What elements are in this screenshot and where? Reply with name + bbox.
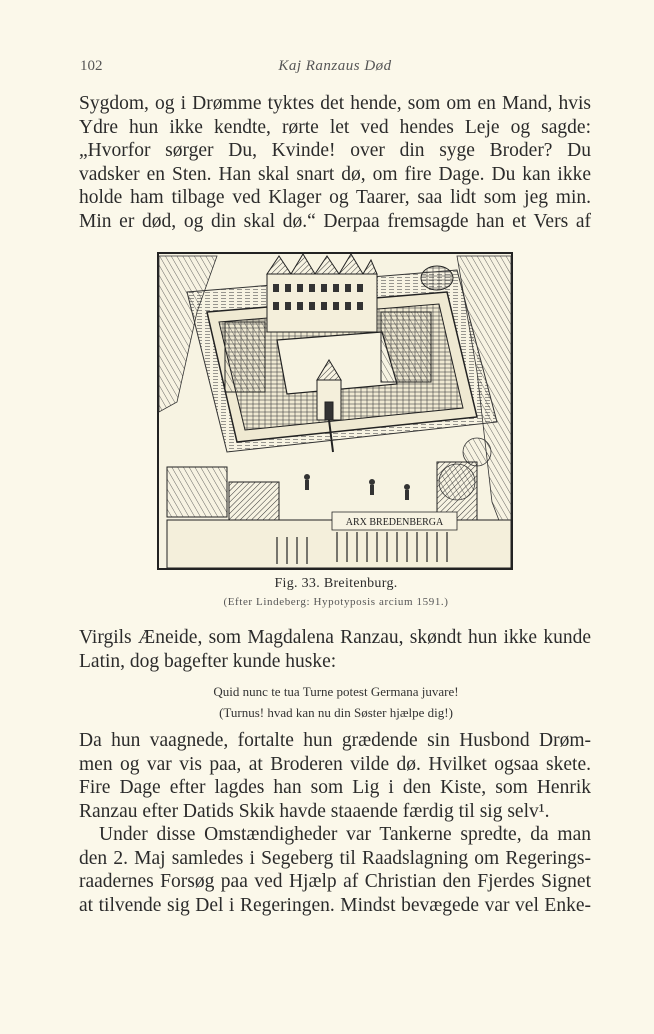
figure-caption: Fig. 33. Breitenburg. xyxy=(274,576,398,591)
text-line: Fire Dage efter lagdes han som Lig i den Kiste, som Henrik xyxy=(79,777,591,798)
page-number: 102 xyxy=(80,58,103,74)
paragraph-2 xyxy=(79,626,591,673)
text-line: at tilvende sig Del i Regeringen. Mindst bevægede var vel Enke- xyxy=(79,894,591,916)
page-header xyxy=(80,58,590,80)
text-line: Ydre hun ikke kendte, rørte let ved hendes Leje og sagde: xyxy=(79,116,591,138)
text-line: Virgils Æneide, som Magdalena Ranzau, skøndt hun ikke kunde xyxy=(79,627,591,648)
latin-verse: Quid nunc te tua Turne potest Germana juvare! xyxy=(213,684,459,699)
paragraph-3 xyxy=(79,729,591,917)
text-line: Latin, dog bagefter kunde huske: xyxy=(79,650,337,672)
running-title: Kaj Ranzaus Død xyxy=(278,58,392,74)
engraving-illustration xyxy=(157,252,513,570)
paragraph-1 xyxy=(79,92,591,233)
engraving-inscription: ARX BREDENBERGA xyxy=(345,517,444,528)
verse-translation: (Turnus! hvad kan nu din Søster hjælpe dig!) xyxy=(219,705,453,720)
text-line: Sygdom, og i Drømme tyktes det hende, som om en Mand, hvis xyxy=(79,93,591,114)
text-line: Under disse Omstændigheder var Tankerne spredte, da man xyxy=(99,824,591,845)
text-line: raadernes Forsøg paa ved Hjælp af Christian den Fjerdes Signet xyxy=(79,871,591,892)
text-line: holde ham tilbage ved Klager og Taarer, saa lidt som jeg min. xyxy=(79,187,591,208)
text-line: Ranzau efter Datids Skik havde staaende færdig til sig selv¹. xyxy=(79,800,550,822)
breitenburg-engraving xyxy=(157,252,513,570)
text-line: vadsker en Sten. Han skal snart dø, om fire Dage. Du kan ikke xyxy=(79,163,591,185)
text-line: Min er død, og din skal dø.“ Derpaa fremsagde han et Vers af xyxy=(79,210,591,232)
text-line: Da hun vaagnede, fortalte hun grædende sin Husbond Drøm- xyxy=(79,730,591,751)
text-line: den 2. Maj samledes i Segeberg til Raadslagning om Regerings- xyxy=(79,847,591,869)
text-line: men og var vis paa, at Broderen vilde dø. Hvilket ogsaa skete. xyxy=(79,753,591,775)
text-line: „Hvorfor sørger Du, Kvinde! over din syge Broder? Du xyxy=(79,140,591,161)
figure-source: (Efter Lindeberg: Hypotyposis arcium 1591.) xyxy=(223,596,449,608)
